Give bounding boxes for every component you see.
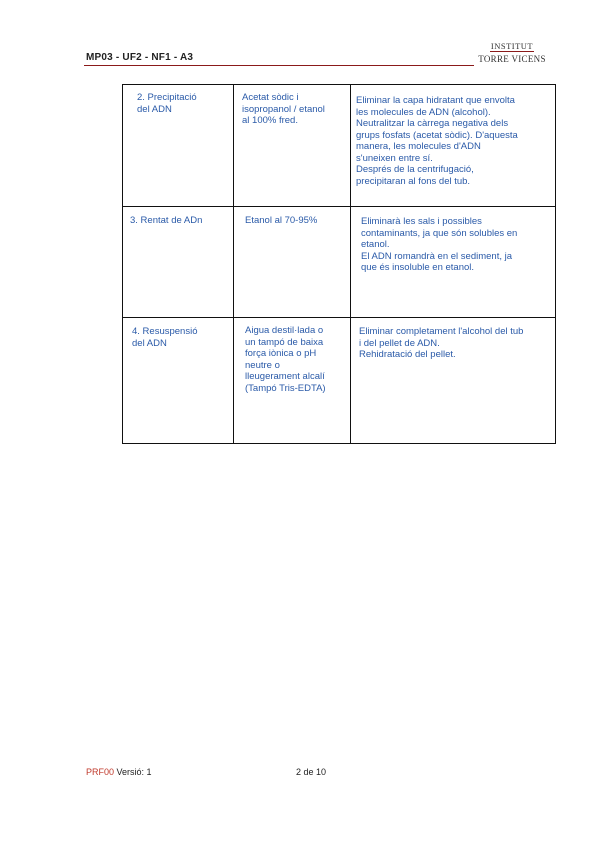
table-cell-reagent [234,318,351,444]
table-cell-reagent [234,85,351,207]
step-reagent: Etanol al 70-95% [245,215,318,226]
protocol-steps-table [122,84,556,444]
institut-logo [476,38,548,72]
step-reagent: Acetat sòdic i isopropanol / etanol al 100% fred. [242,92,325,126]
step-name: 4. Resuspensió del ADN [132,326,198,349]
footer-page-number: 2 de 10 [296,767,327,777]
logo-bar [490,51,534,52]
table-cell-step [123,207,234,318]
table-cell-reagent [234,207,351,318]
table-row [123,85,556,207]
table-cell-step [123,318,234,444]
table-cell-step [123,85,234,207]
document-header-title: MP03 - UF2 - NF1 - A3 [86,52,194,63]
footer-version [86,767,152,777]
header-divider [84,65,474,66]
step-reagent: Aigua destil·lada o un tampó de baixa força iònica o pH neutre o lleugerament alcalí (Tampó Tris-EDTA) [245,325,326,394]
table-cell-purpose [351,207,556,318]
step-name: 3. Rentat de ADn [130,215,203,226]
step-purpose: Eliminarà les sals i possibles contaminants, ja que són solubles en etanol. El ADN romandrà en el sediment, ja que és insoluble en etanol. [361,216,518,273]
table-cell-purpose [351,318,556,444]
footer-version-label: Versió: 1 [114,767,152,777]
table-row [123,318,556,444]
step-purpose: Eliminar completament l'alcohol del tub i del pellet de ADN. Rehidratació del pellet. [359,326,524,360]
table-cell-purpose [351,85,556,207]
footer-doc-code: PRF00 [86,767,115,777]
table-row [123,207,556,318]
logo-text-institut: INSTITUT [490,41,534,51]
step-name: 2. Precipitació del ADN [137,92,197,115]
logo-text-school-name: TORRE VICENS [478,54,546,64]
step-purpose: Eliminar la capa hidratant que envolta les molecules de ADN (alcohol). Neutralitzar la càrrega negativa dels grups fosfats (acetat sòdic). D'aquesta manera, les molecules d'ADN s'uneixen entre sí. Després de la centrifugació, precipitaran al fons del tub. [356,95,518,187]
